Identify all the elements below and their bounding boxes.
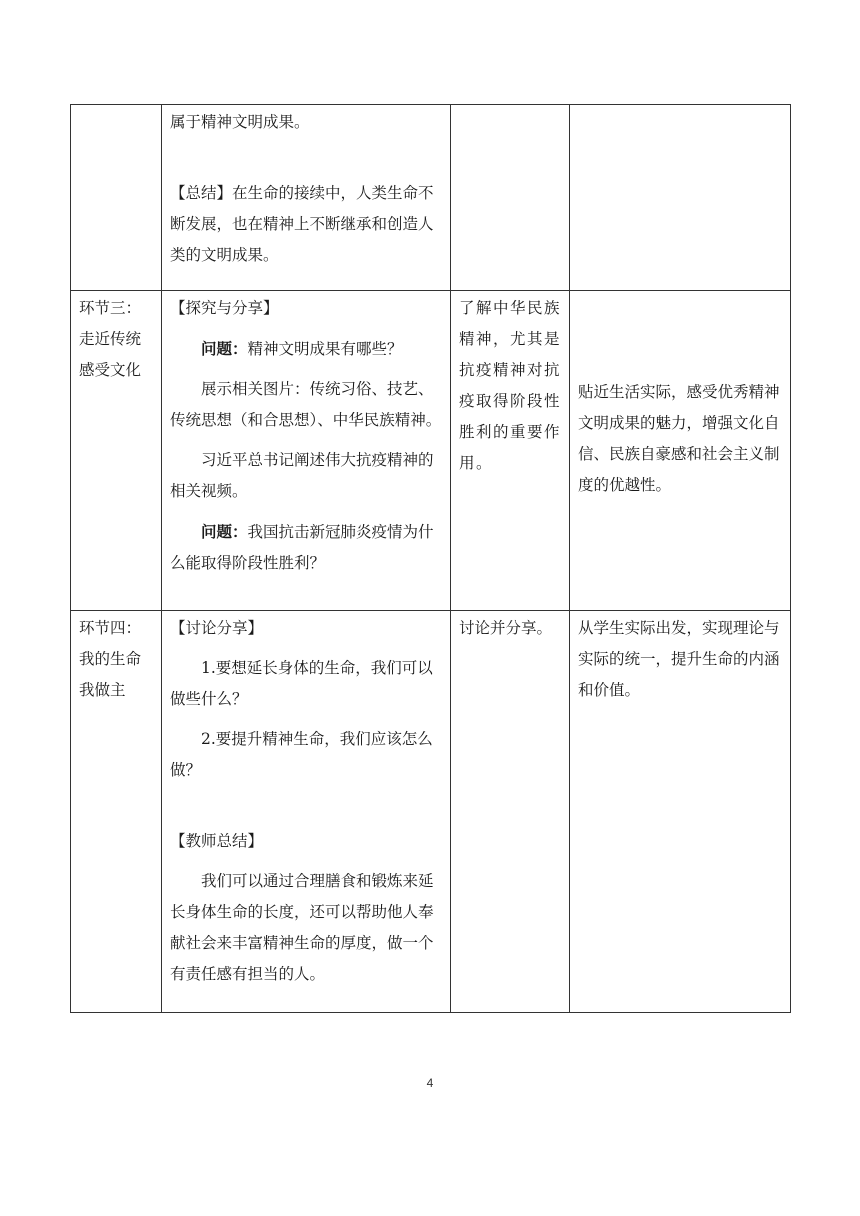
question-2: 问题：我国抗击新冠肺炎疫情为什么能取得阶段性胜利？: [170, 522, 434, 572]
activity-text: 讨论并分享。: [459, 619, 553, 637]
intent-text: 贴近生活实际，感受优秀精神文明成果的魅力，增强文化自信、民族自豪感和社会主义制度的优越性。: [578, 383, 780, 494]
question-1: 问题：精神文明成果有哪些？: [201, 339, 403, 358]
table-row: [71, 611, 791, 1013]
page-number: 4: [426, 1076, 434, 1090]
stage-cell: [71, 105, 162, 291]
stage-cell: [71, 291, 162, 611]
discussion-item-2: 2.要提升精神生命，我们应该怎么做？: [170, 730, 433, 779]
intent-text: 从学生实际出发，实现理论与实际的统一，提升生命的内涵和价值。: [578, 619, 780, 699]
summary-text: 我们可以通过合理膳食和锻炼来延长身体生命的长度，还可以帮助他人奉献社会来丰富精神生命的厚度，做一个有责任感有担当的人。: [170, 872, 434, 983]
activity-cell: [451, 291, 570, 611]
stage-cell: [71, 611, 162, 1013]
lesson-plan-table: [70, 104, 791, 1013]
activity-text: 了解中华民族精神，尤其是抗疫精神对抗疫取得阶段性胜利的重要作用。: [459, 299, 562, 472]
table-row: [71, 291, 791, 611]
intent-cell: [570, 291, 791, 611]
process-cell: [162, 105, 451, 291]
intent-cell: [570, 611, 791, 1013]
table-row: [71, 105, 791, 291]
process-text: 属于精神文明成果。: [170, 113, 310, 131]
stage-label: 环节三：走近传统感受文化: [79, 299, 142, 379]
stage-label: 环节四：我的生命我做主: [79, 619, 142, 699]
show-images-text: 展示相关图片：传统习俗、技艺、传统思想（和合思想）、中华民族精神。: [170, 380, 442, 429]
summary-heading: 【教师总结】: [170, 832, 264, 850]
section-heading: 【探究与分享】: [170, 299, 279, 317]
process-cell: [162, 611, 451, 1013]
activity-cell: [451, 611, 570, 1013]
summary-text: 【总结】在生命的接续中，人类生命不断发展，也在精神上不断继承和创造人类的文明成果。: [170, 184, 434, 264]
process-cell: [162, 291, 451, 611]
intent-cell: [570, 105, 791, 291]
discussion-item-1: 1.要想延长身体的生命，我们可以做些什么？: [170, 659, 433, 708]
activity-cell: [451, 105, 570, 291]
section-heading: 【讨论分享】: [170, 619, 264, 637]
video-text: 习近平总书记阐述伟大抗疫精神的相关视频。: [170, 451, 434, 500]
